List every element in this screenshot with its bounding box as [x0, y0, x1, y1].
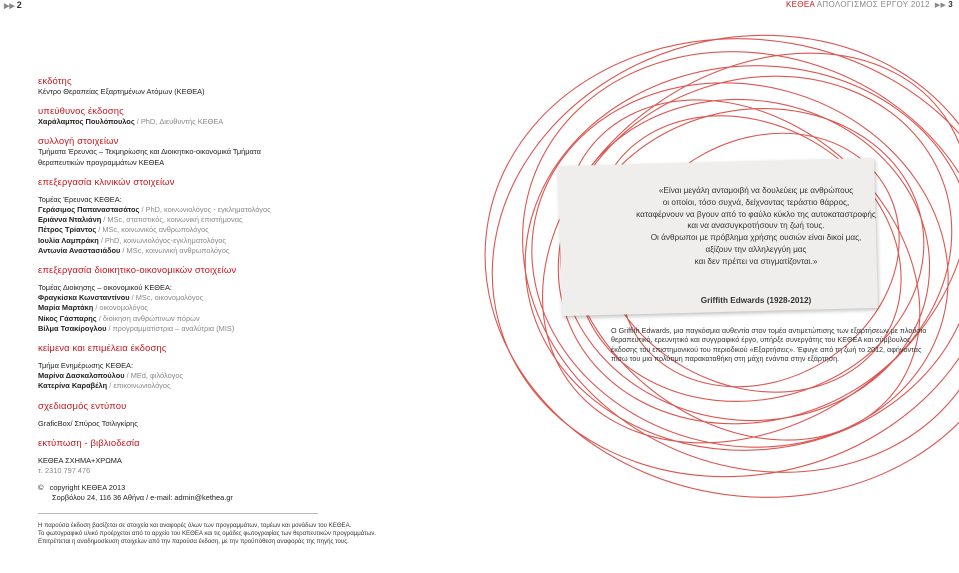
person-line: Φραγκίσκα Κωνσταντίνου / MSc, οικονομολόγος [38, 293, 204, 303]
publisher-label: εκδότης [38, 76, 72, 87]
design-name: GraficBox/ Σπύρος Τσιλιγκίρης [38, 418, 138, 428]
person-line: Αντωνία Αναστασιάδου / MSc, κοινωνική ανθρωπολόγος [38, 245, 230, 255]
texts-unit: Τμήμα Ενημέρωσης ΚΕΘΕΑ: [38, 361, 133, 371]
person-line: Κατερίνα Καραβέλη / επικοινωνιολόγος [38, 381, 171, 391]
credits-column [38, 76, 398, 504]
person-line: Εριάννα Νταλιάνη / MSc, στατιστικός, κοινωνική επιστήμονας [38, 215, 243, 225]
left-page-number: ▶▶ 2 [4, 0, 22, 10]
person-line: Ιουλία Λαμπράκη / PhD, κοινωνιολόγος-εγκληματολόγος [38, 235, 226, 245]
person-line: Πέτρος Τρίαντος / MSc, κοινωνικός ανθρωπολόγος [38, 225, 209, 235]
design-label: σχεδιασμός εντύπου [38, 400, 127, 412]
header-brand: ΚΕΘΕΑ [786, 0, 815, 9]
print-phone: τ. 2310 797 476 [38, 466, 91, 476]
person-line: Γεράσιμος Παπαναστασάτος / PhD, κοινωνιολόγος - εγκληματολόγος [38, 205, 271, 215]
footnote: Η παρούσα έκδοση βασίζεται σε στοιχεία και αναφορές όλων των προγραμμάτων, τομέων και μονάδων του ΚΕΘΕΑ. [38, 522, 352, 529]
copyright-icon: © [38, 483, 44, 493]
person-line: Μαρία Μαρτάκη / οικονομολόγος [38, 303, 148, 313]
data-collection-line: θεραπευτικών προγραμμάτων ΚΕΘΕΑ [38, 157, 165, 167]
right-page-header [786, 0, 953, 9]
admin-label: επεξεργασία διοικητικο-οικονομικών στοιχείων [38, 265, 237, 277]
quote-author: Griffith Edwards (1928-2012) [700, 296, 812, 305]
double-arrow-icon: ▶▶ [4, 3, 15, 10]
footnote-divider [38, 513, 318, 514]
right-page-number: 3 [948, 0, 953, 9]
quote-text: «Είναι μεγάλη ανταμοιβή να δουλεύεις με ανθρώπους οι οποίοι, τόσο συχνά, δείχνοντας τεράστιο θάρρος, καταφέρνουν να βγουν από το φαύλο κύκλο της αυτοκαταστροφής και να ανασυγκροτήσουν τη ζωή τους. Οι άνθρωποι με πρόβλημα χρήσης ουσιών είναι δικοί μας, αξίζουν την αλληλεγγύη μας και δεν πρέπει να στιγματίζονται.» [636, 186, 876, 266]
editor-line: Χαράλαμπος Πουλόπουλος / PhD, Διευθυντής ΚΕΘΕΑ [38, 117, 224, 127]
data-collection-line: Τμήματα Έρευνας – Τεκμηρίωσης και Διοικητικο-οικονομικά Τμήματα [38, 147, 261, 157]
copyright-line: © copyright ΚΕΘΕΑ 2013 [38, 483, 126, 493]
data-collection-label: συλλογή στοιχείων [38, 136, 119, 148]
print-label: εκτύπωση - βιβλιοδεσία [38, 437, 140, 449]
footnote: Το φωτογραφικό υλικό προέρχεται από το αρχείο του ΚΕΘΕΑ και τις ομάδες φωτογραφίας των θεραπευτικών προγραμμάτων. [38, 530, 377, 538]
admin-unit: Τομέας Διοίκησης – οικονομικού ΚΕΘΕΑ: [38, 283, 172, 293]
person-line: Μαρίνα Δασκαλοπούλου / ΜΕd, φιλόλογος [38, 371, 184, 381]
person-line: Νίκος Γάσπαρης / διοίκηση ανθρώπινων πόρων [38, 313, 200, 323]
editor-label: υπεύθυνος έκδοσης [38, 106, 124, 118]
clinical-label: επεξεργασία κλινικών στοιχείων [38, 176, 175, 188]
publisher-name: Κέντρο Θεραπείας Εξαρτημένων Ατόμων (ΚΕΘΕΑ) [38, 87, 205, 96]
tribute-paragraph: Ο Griffith Edwards, μια παγκόσμια αυθεντία στον τομέα αντιμετώπισης των εξαρτήσεων με πλούσιο θεραπευτικό, ερευνητικό και συγγραφικό έργο, υπήρξε συνεργάτης του ΚΕΘΕΑ και σύμβουλος έκδοσης του επιστημονικού του περιοδικού «Εξαρτήσεις». Έφυγε από τη ζωή το 2012, αφήνοντας πίσω του μια πολύτιμη παρακαταθήκη στη μάχη ενάντια στην εξάρτηση. [611, 326, 927, 363]
print-name: ΚΕΘΕΑ ΣΧΗΜΑ+ΧΡΩΜΑ [38, 455, 122, 465]
texts-label: κείμενα και επιμέλεια έκδοσης [38, 343, 167, 355]
double-arrow-icon: ▶▶ [934, 2, 947, 9]
clinical-unit: Τομέας Έρευνας ΚΕΘΕΑ: [38, 194, 122, 204]
footnotes [38, 522, 558, 547]
address-line: Σορβόλου 24, 116 36 Αθήνα / e-mail: admin@kethea.gr [52, 493, 233, 503]
footnote: Επιτρέπεται η αναδημοσίευση στοιχείων από την παρούσα έκδοση, με την προϋπόθεση αναφοράς της πηγής τους. [38, 538, 349, 546]
person-line: Βίλμα Τσακίρογλου / προγραμματίστρια – αναλύτρια (MIS) [38, 323, 235, 333]
header-subtitle: ΑΠΟΛΟΓΙΣΜΟΣ ΕΡΓΟΥ 2012 [816, 0, 930, 9]
